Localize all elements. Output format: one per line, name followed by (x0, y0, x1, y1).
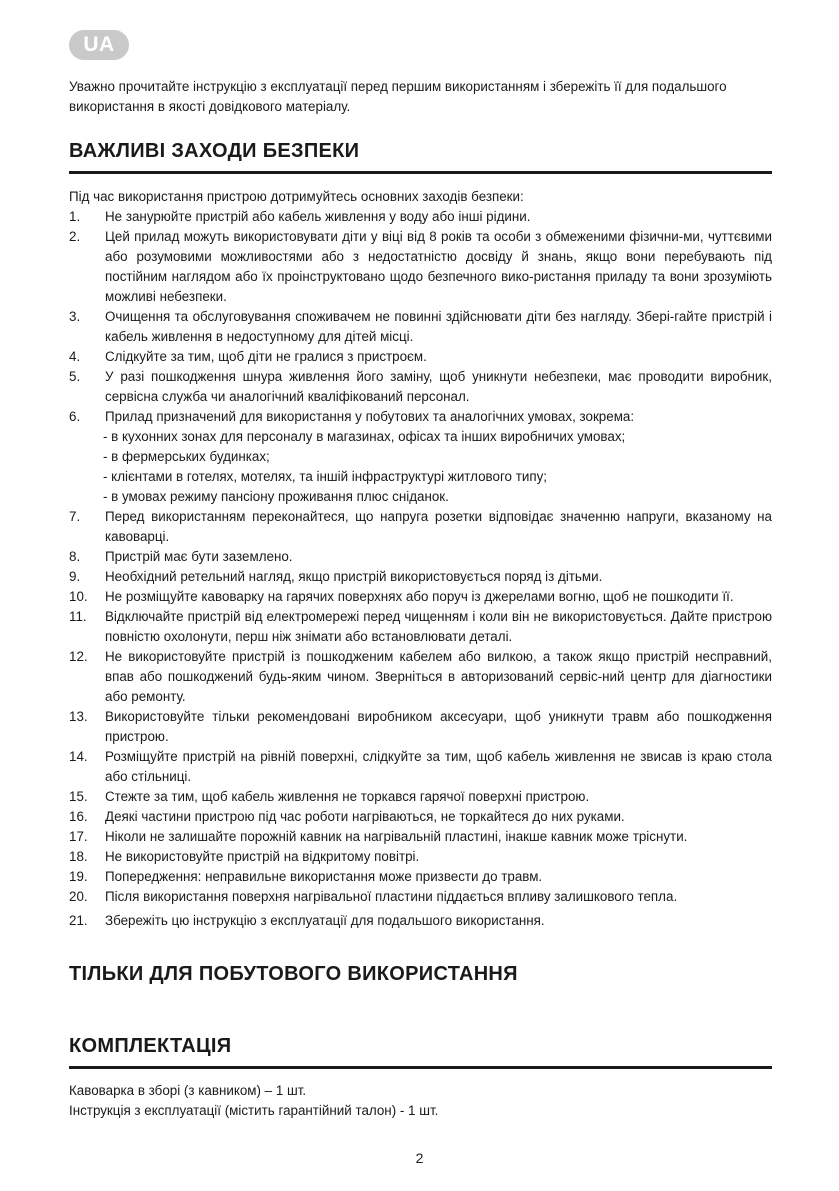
item-number: 19. (69, 869, 88, 884)
item-number: 17. (69, 829, 88, 844)
item-text: Прилад призначений для використання у побутових та аналогічних умовах, зокрема: (105, 409, 635, 424)
item-text: Деякі частини пристрою під час роботи нагріваються, не торкайтеся до них руками. (105, 809, 625, 824)
item-number: 2. (69, 229, 81, 244)
item-number: 18. (69, 849, 88, 864)
item-text: Розміщуйте пристрій на рівній поверхні, слідкуйте за тим, щоб кабель живлення не звисав із краю стола або стільниці. (105, 749, 772, 784)
item-text: Відключайте пристрій від електромережі перед чищенням і коли він не використовується. Дайте пристрою повністю охолонути, перш ніж знімати або встановлювати деталі. (105, 609, 772, 644)
list-item (69, 507, 772, 547)
item-text: У разі пошкодження шнура живлення його заміну, щоб уникнути небезпеки, має проводити виробник, сервісна служба чи аналогічний кваліфікований персонал. (105, 369, 772, 404)
item-number: 6. (69, 409, 81, 424)
sub-item: - клієнтами в готелях, мотелях, та іншій інфраструктурі житлового типу; (103, 469, 548, 484)
page-number: 2 (415, 1150, 424, 1166)
kit-line-1: Кавоварка в зборі (з кавником) – 1 шт. (69, 1083, 307, 1098)
item-text: Не використовуйте пристрій на відкритому повітрі. (105, 849, 420, 864)
item-number: 16. (69, 809, 88, 824)
list-item (69, 567, 772, 587)
item-text: Перед використанням переконайтеся, що напруга розетки відповідає значенню напруги, вказаному на кавоварці. (105, 509, 772, 544)
list-item (69, 827, 772, 847)
item-text: Після використання поверхня нагрівальної пластини піддається впливу залишкового тепла. (105, 889, 678, 904)
usage-sublist (105, 427, 772, 507)
item-number: 8. (69, 549, 81, 564)
item-number: 4. (69, 349, 81, 364)
kit-heading: КОМПЛЕКТАЦІЯ (69, 1035, 232, 1057)
sub-item: - в кухонних зонах для персоналу в магазинах, офісах та інших виробничих умовах; (103, 429, 626, 444)
list-item (69, 807, 772, 827)
item-text: Пристрій має бути заземлено. (105, 549, 293, 564)
item-text: Необхідний ретельний нагляд, якщо пристрій використовується поряд із дітьми. (105, 569, 603, 584)
item-number: 20. (69, 889, 88, 904)
item-number: 7. (69, 509, 81, 524)
item-number: 10. (69, 589, 88, 604)
list-item (69, 207, 772, 227)
sub-item: - в умовах режиму пансіону проживання плюс сніданок. (103, 489, 449, 504)
item-text: Збережіть цю інструкцію з експлуатації для подальшого використання. (105, 913, 545, 928)
list-item (69, 587, 772, 607)
kit-heading-rule (69, 1066, 772, 1069)
item-text: Не використовуйте пристрій із пошкодженим кабелем або вилкою, а також якщо пристрій несправний, впав або пошкоджений будь-яким чином. Зверніться в авторизований сервіс-ний центр для діагностики або ремонту. (105, 649, 772, 704)
list-item (69, 847, 772, 867)
sub-item: - в фермерських будинках; (103, 449, 270, 464)
item-number: 15. (69, 789, 88, 804)
list-item (69, 547, 772, 567)
list-item (69, 607, 772, 647)
item-number: 11. (69, 609, 87, 624)
list-item (69, 407, 772, 507)
item-number: 12. (69, 649, 88, 664)
item-text: Стежте за тим, щоб кабель живлення не торкався гарячої поверхні пристрою. (105, 789, 590, 804)
list-item (69, 707, 772, 747)
list-item (69, 911, 772, 931)
item-number: 5. (69, 369, 81, 384)
household-heading: ТІЛЬКИ ДЛЯ ПОБУТОВОГО ВИКОРИСТАННЯ (69, 963, 518, 985)
list-item (69, 307, 772, 347)
language-badge: UA (69, 30, 129, 60)
intro-text: Уважно прочитайте інструкцію з експлуатації перед першим використанням і збережіть її для подальшого використання в якості довідкового матеріалу. (69, 79, 727, 114)
item-text: Не розміщуйте кавоварку на гарячих поверхнях або поруч із джерелами вогню, щоб не пошкодити її. (105, 589, 734, 604)
item-number: 1. (69, 209, 81, 224)
item-text: Використовуйте тільки рекомендовані виробником аксесуари, щоб уникнути травм або пошкодження пристрою. (105, 709, 772, 744)
list-item (69, 367, 772, 407)
safety-list (69, 207, 772, 931)
item-number: 3. (69, 309, 81, 324)
item-number: 14. (69, 749, 88, 764)
list-item (69, 227, 772, 307)
kit-line-2: Інструкція з експлуатації (містить гарантійний талон) - 1 шт. (69, 1103, 439, 1118)
item-text: Слідкуйте за тим, щоб діти не гралися з пристроєм. (105, 349, 427, 364)
item-text: Цей прилад можуть використовувати діти у віці від 8 років та особи з обмеженими фізични-ми, чуттєвими або розумовими можливостями або з недостатністю досвіду й знань, якщо вони перебувають під постійним наглядом або їх проінструктовано щодо безпечного вико-ристання приладу та вони зрозуміють можливі небезпеки. (105, 229, 772, 304)
safety-heading-rule (69, 171, 772, 174)
item-text: Очищення та обслуговування споживачем не повинні здійснювати діти без нагляду. Збері-гайте пристрій і кабель живлення в недоступному для дітей місці. (105, 309, 772, 344)
list-item (69, 647, 772, 707)
list-item (69, 347, 772, 367)
item-text: Попередження: неправильне використання може призвести до травм. (105, 869, 543, 884)
list-item (69, 747, 772, 787)
item-number: 21. (69, 913, 88, 928)
item-text: Ніколи не залишайте порожній кавник на нагрівальній пластині, інакше кавник може тріснути. (105, 829, 688, 844)
list-item (69, 887, 772, 907)
item-number: 9. (69, 569, 81, 584)
list-item (69, 867, 772, 887)
safety-heading: ВАЖЛИВІ ЗАХОДИ БЕЗПЕКИ (69, 140, 360, 162)
item-number: 13. (69, 709, 88, 724)
safety-lead: Під час використання пристрою дотримуйтесь основних заходів безпеки: (69, 189, 524, 204)
list-item (69, 787, 772, 807)
item-text: Не занурюйте пристрій або кабель живлення у воду або інші рідини. (105, 209, 531, 224)
